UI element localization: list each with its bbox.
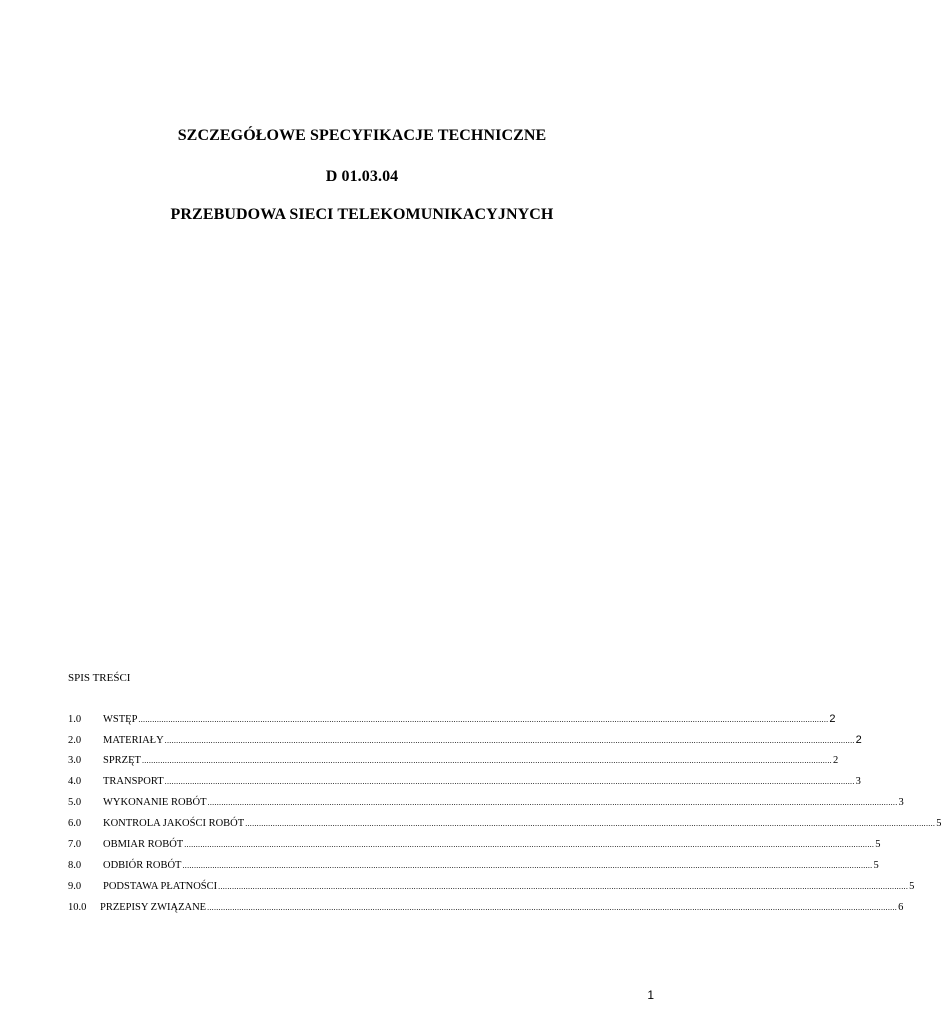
page-number: 1: [647, 988, 654, 1002]
toc-entry[interactable]: [68, 713, 836, 734]
toc-entry-page: 5: [873, 860, 879, 871]
toc-entry-page: 5: [875, 839, 881, 850]
toc-entry-label: WSTĘP: [103, 714, 138, 725]
specification-code: D 01.03.04: [325, 168, 399, 185]
toc-leader-dots: ............................................................................................................................................................................................................................................................................................................: [138, 715, 829, 724]
toc-entry-page: 5: [909, 881, 915, 892]
toc-entry-label: SPRZĘT: [103, 755, 141, 766]
toc-entry[interactable]: [68, 755, 839, 776]
toc-leader-dots: ............................................................................................................................................................................................................................................................................................................: [207, 798, 898, 807]
toc-entry-label: ODBIÓR ROBÓT: [103, 860, 182, 871]
toc-leader-dots: ............................................................................................................................................................................................................................................................................................................: [245, 819, 936, 828]
document-subtitle: PRZEBUDOWA SIECI TELEKOMUNIKACYJNYCH: [170, 206, 554, 223]
toc-leader-dots: ............................................................................................................................................................................................................................................................................................................: [182, 861, 873, 870]
toc-entry-page: 6: [898, 902, 904, 913]
toc-entry[interactable]: [68, 881, 915, 902]
toc-entry-number: 9.0: [68, 881, 82, 892]
toc-entry-label: TRANSPORT: [103, 776, 164, 787]
document-title: SZCZEGÓŁOWE SPECYFIKACJE TECHNICZNE: [177, 127, 547, 144]
toc-leader-dots: ............................................................................................................................................................................................................................................................................................................: [141, 756, 832, 765]
toc-entry-page: 2: [832, 755, 839, 766]
toc-entry-page: 3: [898, 797, 904, 808]
toc-entry-number: 6.0: [68, 818, 82, 829]
toc-entry-number: 4.0: [68, 776, 82, 787]
toc-entry-number: 10.0: [68, 902, 87, 913]
toc-leader-dots: ............................................................................................................................................................................................................................................................................................................: [164, 736, 855, 745]
toc-entry-number: 5.0: [68, 797, 82, 808]
toc-entry-number: 7.0: [68, 839, 82, 850]
toc-entry-number: 1.0: [68, 714, 82, 725]
toc-heading: SPIS TREŚCI: [68, 672, 131, 684]
toc-leader-dots: ............................................................................................................................................................................................................................................................................................................: [218, 882, 909, 891]
toc-entry-page: 3: [855, 776, 861, 787]
toc-entry-number: 2.0: [68, 735, 82, 746]
toc-entry-page: 5: [936, 818, 941, 829]
toc-entry-label: KONTROLA JAKOŚCI ROBÓT: [103, 818, 245, 829]
toc-entry-label: MATERIAŁY: [103, 735, 164, 746]
toc-entry-label: OBMIAR ROBÓT: [103, 839, 184, 850]
table-of-contents: [68, 713, 941, 923]
toc-entry[interactable]: [68, 776, 861, 797]
toc-leader-dots: ............................................................................................................................................................................................................................................................................................................: [184, 840, 875, 849]
toc-entry[interactable]: [68, 818, 941, 839]
toc-entry[interactable]: [68, 839, 881, 860]
toc-entry-label: PRZEPISY ZWIĄZANE: [100, 902, 207, 913]
toc-entry-page: 2: [829, 713, 836, 725]
toc-entry-label: WYKONANIE ROBÓT: [103, 797, 207, 808]
toc-leader-dots: ............................................................................................................................................................................................................................................................................................................: [164, 777, 855, 786]
toc-entry-number: 8.0: [68, 860, 82, 871]
toc-leader-dots: ............................................................................................................................................................................................................................................................................................................: [207, 903, 898, 912]
toc-entry[interactable]: [68, 734, 862, 755]
toc-entry-label: PODSTAWA PŁATNOŚCI: [103, 881, 218, 892]
toc-entry[interactable]: [68, 902, 904, 923]
toc-entry[interactable]: [68, 860, 879, 881]
toc-entry-number: 3.0: [68, 755, 82, 766]
toc-entry[interactable]: [68, 797, 904, 818]
toc-entry-page: 2: [855, 734, 862, 746]
